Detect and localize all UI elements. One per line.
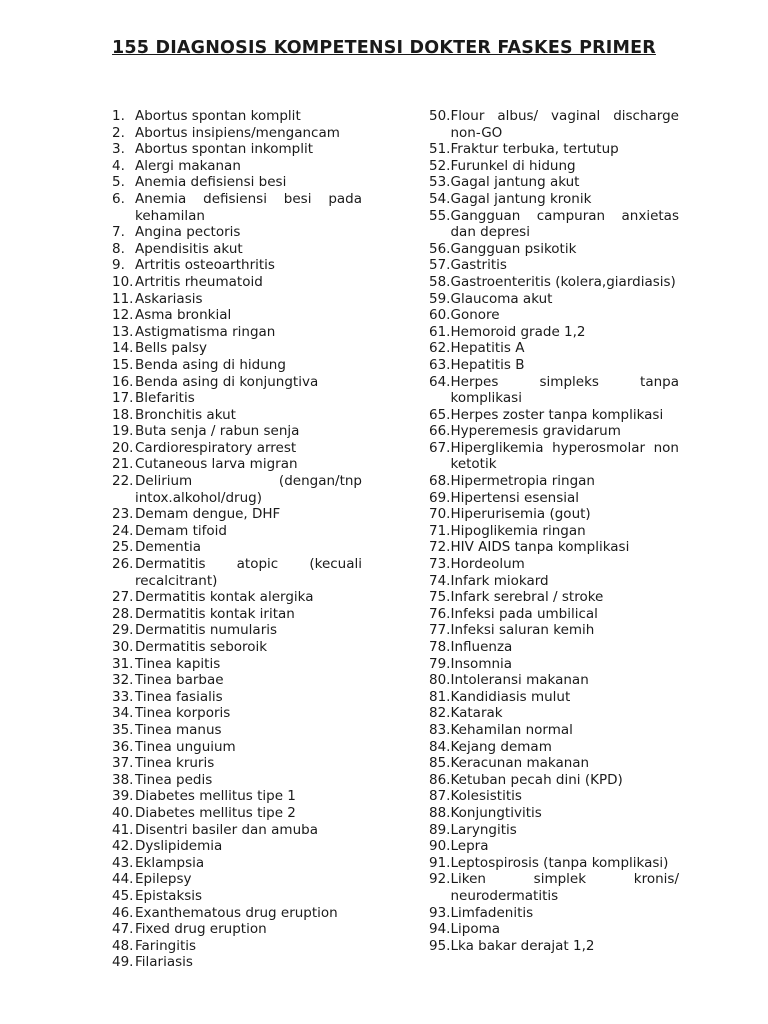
list-item-number: 5. [112, 174, 125, 191]
list-item-text: Herpes simpleks tanpa komplikasi [450, 373, 679, 407]
list-item-text: Hipertensi esensial [450, 489, 580, 506]
list-item-text: Hepatitis B [450, 356, 525, 373]
list-item [429, 158, 679, 175]
list-item-number: 52. [429, 157, 451, 174]
list-item-number: 34. [112, 705, 134, 722]
list-item-text: Kehamilan normal [450, 721, 573, 738]
list-item-text: Tinea manus [135, 721, 222, 738]
list-item [112, 556, 362, 589]
list-item-text: Bells palsy [135, 340, 208, 357]
list-item [112, 440, 362, 457]
list-item-number: 56. [429, 240, 451, 257]
list-item-number: 53. [429, 174, 451, 191]
list-item-text: Infark miokard [450, 572, 549, 589]
list-item-text: Alergi makanan [135, 157, 241, 174]
list-item-number: 19. [112, 423, 134, 440]
list-item [112, 108, 362, 125]
list-item [112, 606, 362, 623]
list-item-text: Delirium (dengan/tnp intox.alkohol/drug) [135, 473, 362, 506]
diagnosis-list-left [112, 108, 362, 971]
list-item-number: 47. [112, 921, 134, 938]
list-item-text: Infeksi pada umbilical [450, 605, 598, 622]
list-item-text: Angina pectoris [135, 224, 241, 241]
list-item [429, 573, 679, 590]
list-item-text: Katarak [450, 705, 503, 722]
list-item [112, 838, 362, 855]
list-item-number: 92. [429, 871, 451, 888]
list-item [112, 589, 362, 606]
list-item-text: Abortus insipiens/mengancam [135, 124, 340, 141]
list-item [112, 822, 362, 839]
list-item [112, 539, 362, 556]
list-item [112, 307, 362, 324]
list-item-number: 68. [429, 473, 451, 490]
list-item-number: 39. [112, 788, 134, 805]
list-item-number: 91. [429, 854, 451, 871]
list-item-number: 31. [112, 655, 134, 672]
list-item-number: 86. [429, 771, 451, 788]
list-item-number: 58. [429, 273, 451, 290]
list-item-number: 93. [429, 904, 451, 921]
list-item-number: 90. [429, 838, 451, 855]
list-item-text: Hipoglikemia ringan [450, 522, 586, 539]
list-item-number: 17. [112, 390, 134, 407]
list-item-text: Demam tifoid [135, 522, 227, 539]
list-item-number: 9. [112, 257, 125, 274]
list-item [429, 174, 679, 191]
list-item-text: Askariasis [135, 290, 203, 307]
list-item-text: Laryngitis [450, 821, 517, 838]
list-item-number: 61. [429, 323, 451, 340]
list-item-text: Infark serebral / stroke [450, 589, 604, 606]
list-item-number: 66. [429, 423, 451, 440]
list-item-number: 72. [429, 539, 451, 556]
list-item-text: Dermatitis kontak alergika [135, 589, 314, 606]
list-item-number: 87. [429, 788, 451, 805]
list-item-text: Apendisitis akut [135, 240, 243, 257]
list-item-number: 36. [112, 738, 134, 755]
list-item [429, 208, 679, 241]
list-item [429, 855, 679, 872]
list-item-text: Benda asing di hidung [135, 356, 286, 373]
list-item-number: 26. [112, 556, 134, 573]
list-item-text: Kolesistitis [450, 788, 522, 805]
list-item-text: Anemia defisiensi besi pada kehamilan [135, 190, 362, 224]
list-item [112, 274, 362, 291]
list-item [429, 490, 679, 507]
list-item [112, 374, 362, 391]
list-item-number: 30. [112, 639, 134, 655]
list-item-text: Diabetes mellitus tipe 1 [135, 788, 296, 805]
list-item [112, 291, 362, 308]
list-item-text: Gangguan campuran anxietas dan depresi [450, 207, 679, 241]
list-item-number: 54. [429, 190, 451, 207]
list-item-number: 74. [429, 572, 451, 589]
list-item-text: Buta senja / rabun senja [135, 423, 300, 440]
list-item [112, 473, 362, 506]
list-item [429, 523, 679, 540]
list-item-text: Tinea kruris [135, 755, 215, 772]
list-item [429, 589, 679, 606]
list-item-text: Keracunan makanan [450, 755, 590, 772]
list-item-number: 24. [112, 522, 134, 539]
list-item-number: 57. [429, 257, 451, 274]
list-item-number: 35. [112, 721, 134, 738]
list-item-number: 13. [112, 323, 134, 340]
list-item-number: 45. [112, 887, 134, 904]
list-item-number: 73. [429, 556, 451, 573]
list-item-text: Tinea fasialis [135, 688, 223, 705]
list-item [429, 705, 679, 722]
list-item-text: Intoleransi makanan [450, 672, 589, 689]
list-item-number: 85. [429, 755, 451, 772]
list-item-number: 29. [112, 622, 134, 639]
list-item [112, 340, 362, 357]
list-item-number: 42. [112, 838, 134, 855]
list-item-number: 12. [112, 307, 134, 324]
list-item [429, 374, 679, 407]
list-item-text: Dementia [135, 539, 202, 556]
list-item-number: 25. [112, 539, 134, 556]
list-item-text: Dermatitis atopic (kecuali recalcitrant) [135, 556, 362, 589]
list-item-text: Faringitis [135, 937, 197, 954]
list-item-text: Insomnia [450, 655, 513, 672]
list-item-text: Dermatitis numularis [135, 622, 278, 639]
list-item-number: 94. [429, 921, 451, 938]
list-item-text: HIV AIDS tanpa komplikasi [450, 539, 630, 556]
list-item [112, 954, 362, 971]
list-item [429, 357, 679, 374]
list-item-number: 71. [429, 522, 451, 539]
list-item-number: 8. [112, 240, 125, 257]
list-item-text: Kejang demam [450, 738, 552, 755]
list-item [112, 407, 362, 424]
list-item [429, 606, 679, 623]
list-item-text: Liken simplek kronis/ neurodermatitis [450, 871, 679, 904]
list-item-text: Epilepsy [135, 871, 192, 888]
diagnosis-list-right [429, 108, 679, 954]
list-item-number: 32. [112, 672, 134, 689]
list-item-number: 43. [112, 854, 134, 871]
list-item [112, 506, 362, 523]
list-item-number: 67. [429, 439, 451, 456]
list-item-text: Hiperurisemia (gout) [450, 506, 591, 523]
list-item-text: Lka bakar derajat 1,2 [450, 937, 595, 954]
list-item [429, 340, 679, 357]
list-item-text: Eklampsia [135, 854, 205, 871]
list-item-number: 46. [112, 904, 134, 921]
list-item-text: Tinea pedis [135, 771, 213, 788]
list-item-number: 6. [112, 190, 125, 207]
list-item-number: 18. [112, 406, 134, 423]
list-item [112, 855, 362, 872]
list-item [112, 257, 362, 274]
list-item-text: Lepra [450, 838, 489, 855]
list-item [429, 672, 679, 689]
list-item [429, 307, 679, 324]
list-item-number: 14. [112, 340, 134, 357]
list-item-number: 40. [112, 804, 134, 821]
list-item-number: 22. [112, 473, 134, 490]
list-item [112, 689, 362, 706]
list-item [112, 705, 362, 722]
list-item-number: 15. [112, 356, 134, 373]
list-item-text: Gangguan psikotik [450, 240, 577, 257]
list-item-text: Hordeolum [450, 556, 525, 573]
list-item [429, 871, 679, 904]
list-item-number: 77. [429, 622, 451, 639]
list-item-text: Lipoma [450, 921, 501, 938]
list-item-text: Artritis rheumatoid [135, 273, 263, 290]
list-item [429, 440, 679, 473]
list-item [429, 622, 679, 639]
list-item-number: 79. [429, 655, 451, 672]
list-item [429, 788, 679, 805]
list-item [429, 739, 679, 756]
list-item [112, 241, 362, 258]
list-item-text: Hyperemesis gravidarum [450, 423, 621, 440]
list-item [112, 174, 362, 191]
list-item [429, 556, 679, 573]
list-item-text: Limfadenitis [450, 904, 534, 921]
list-item [429, 423, 679, 440]
list-item-text: Astigmatisma ringan [135, 323, 276, 340]
list-item [112, 191, 362, 224]
list-item-text: Glaucoma akut [450, 290, 553, 307]
list-item-text: Epistaksis [135, 887, 203, 904]
list-item [112, 921, 362, 938]
list-item [429, 838, 679, 855]
list-item [112, 224, 362, 241]
list-item-number: 78. [429, 639, 451, 655]
list-item-text: Demam dengue, DHF [135, 506, 281, 523]
list-item-text: Influenza [450, 639, 513, 655]
list-item-text: Gagal jantung kronik [450, 190, 592, 207]
list-item-number: 23. [112, 506, 134, 523]
list-item-number: 16. [112, 373, 134, 390]
list-item-text: Konjungtivitis [450, 804, 542, 821]
list-item-number: 81. [429, 688, 451, 705]
list-item-number: 59. [429, 290, 451, 307]
list-item-number: 63. [429, 356, 451, 373]
list-item [429, 689, 679, 706]
list-item-text: Cutaneous larva migran [135, 456, 298, 473]
list-item-number: 28. [112, 605, 134, 622]
list-item [112, 905, 362, 922]
list-item-text: Fixed drug eruption [135, 921, 267, 938]
list-item-number: 50. [429, 108, 451, 124]
list-item-text: Asma bronkial [135, 307, 232, 324]
list-item-text: Diabetes mellitus tipe 2 [135, 804, 296, 821]
list-item [112, 755, 362, 772]
list-item-number: 64. [429, 373, 451, 390]
list-item-text: Gagal jantung akut [450, 174, 580, 191]
list-item [429, 938, 679, 955]
list-item-text: Artritis osteoarthritis [135, 257, 275, 274]
list-item-text: Kandidiasis mulut [450, 688, 571, 705]
list-item [112, 938, 362, 955]
list-item-number: 95. [429, 937, 451, 954]
list-item [429, 506, 679, 523]
list-item-number: 62. [429, 340, 451, 357]
list-item-number: 38. [112, 771, 134, 788]
list-item-number: 70. [429, 506, 451, 523]
list-item [112, 722, 362, 739]
list-item [112, 390, 362, 407]
list-item-text: Tinea kapitis [135, 655, 221, 672]
list-item [429, 755, 679, 772]
list-item [112, 805, 362, 822]
list-item-text: Tinea korporis [135, 705, 231, 722]
list-item-number: 60. [429, 307, 451, 324]
list-item-number: 33. [112, 688, 134, 705]
list-item-number: 41. [112, 821, 134, 838]
list-item [429, 539, 679, 556]
list-item [429, 274, 679, 291]
list-item-text: Hemoroid grade 1,2 [450, 323, 586, 340]
list-item-number: 89. [429, 821, 451, 838]
list-item [112, 672, 362, 689]
list-item [429, 191, 679, 208]
list-item-number: 55. [429, 207, 451, 224]
list-item [112, 639, 362, 656]
list-item-text: Dermatitis seboroik [135, 639, 268, 655]
list-item-text: Hipermetropia ringan [450, 473, 595, 490]
list-item-text: Bronchitis akut [135, 406, 236, 423]
list-item-number: 21. [112, 456, 134, 473]
list-item-number: 37. [112, 755, 134, 772]
list-item-text: Flour albus/ vaginal discharge non-GO [450, 108, 679, 141]
list-item [112, 523, 362, 540]
list-item-text: Benda asing di konjungtiva [135, 373, 319, 390]
list-item-number: 48. [112, 937, 134, 954]
list-item [112, 772, 362, 789]
list-item [112, 888, 362, 905]
list-item-number: 3. [112, 141, 125, 158]
list-item-text: Exanthematous drug eruption [135, 904, 338, 921]
list-item-text: Dermatitis kontak iritan [135, 605, 295, 622]
list-item-text: Tinea barbae [135, 672, 224, 689]
list-item [112, 622, 362, 639]
list-item-text: Gastroenteritis (kolera,giardiasis) [450, 273, 676, 290]
list-item-text: Gonore [450, 307, 500, 324]
list-item-number: 75. [429, 589, 451, 606]
list-item-text: Cardiorespiratory arrest [135, 439, 297, 456]
list-item-text: Ketuban pecah dini (KPD) [450, 771, 623, 788]
list-item [112, 788, 362, 805]
list-item-text: Herpes zoster tanpa komplikasi [450, 406, 664, 423]
list-item [112, 324, 362, 341]
list-item [112, 456, 362, 473]
list-item [429, 656, 679, 673]
list-item-number: 49. [112, 954, 134, 971]
list-item-number: 84. [429, 738, 451, 755]
list-item-number: 7. [112, 224, 125, 241]
list-item [112, 141, 362, 158]
list-item-text: Hiperglikemia hyperosmolar non ketotik [450, 439, 679, 473]
list-item-number: 11. [112, 290, 134, 307]
page-title: 155 DIAGNOSIS KOMPETENSI DOKTER FASKES PRIMER [112, 38, 656, 58]
list-item-text: Abortus spontan komplit [135, 108, 301, 124]
list-item [429, 772, 679, 789]
list-item-number: 88. [429, 804, 451, 821]
list-item-number: 65. [429, 406, 451, 423]
list-item-number: 83. [429, 721, 451, 738]
list-item-text: Disentri basiler dan amuba [135, 821, 318, 838]
list-item [112, 125, 362, 142]
list-item [112, 739, 362, 756]
list-item [429, 241, 679, 258]
list-item [429, 722, 679, 739]
list-item [112, 656, 362, 673]
list-item-text: Infeksi saluran kemih [450, 622, 595, 639]
list-item [429, 291, 679, 308]
list-item-text: Furunkel di hidung [450, 157, 576, 174]
list-item-text: Anemia defisiensi besi [135, 174, 287, 191]
list-item-text: Tinea unguium [135, 738, 236, 755]
list-item-number: 80. [429, 672, 451, 689]
list-item-number: 20. [112, 439, 134, 456]
list-item-text: Gastritis [450, 257, 507, 274]
list-item-text: Filariasis [135, 954, 193, 971]
list-item [112, 357, 362, 374]
list-item-number: 82. [429, 705, 451, 722]
list-item [429, 639, 679, 656]
list-item-number: 76. [429, 605, 451, 622]
list-item-number: 27. [112, 589, 134, 606]
list-item-number: 10. [112, 273, 134, 290]
list-item [429, 822, 679, 839]
list-item-text: Dyslipidemia [135, 838, 223, 855]
list-item [429, 407, 679, 424]
list-item [429, 473, 679, 490]
list-item-text: Blefaritis [135, 390, 195, 407]
list-item [112, 423, 362, 440]
list-item [429, 905, 679, 922]
list-item-number: 2. [112, 124, 125, 141]
list-item-number: 69. [429, 489, 451, 506]
list-item [429, 257, 679, 274]
list-item [429, 324, 679, 341]
list-item-number: 4. [112, 157, 125, 174]
list-item [429, 108, 679, 141]
list-item-text: Fraktur terbuka, tertutup [450, 141, 619, 158]
list-item [429, 805, 679, 822]
list-item [429, 921, 679, 938]
list-item-number: 1. [112, 108, 125, 124]
list-item-text: Leptospirosis (tanpa komplikasi) [450, 854, 669, 871]
list-item [112, 158, 362, 175]
list-item-text: Abortus spontan inkomplit [135, 141, 314, 158]
list-item [429, 141, 679, 158]
list-item [112, 871, 362, 888]
list-item-number: 44. [112, 871, 134, 888]
list-item-text: Hepatitis A [450, 340, 525, 357]
list-item-number: 51. [429, 141, 451, 158]
